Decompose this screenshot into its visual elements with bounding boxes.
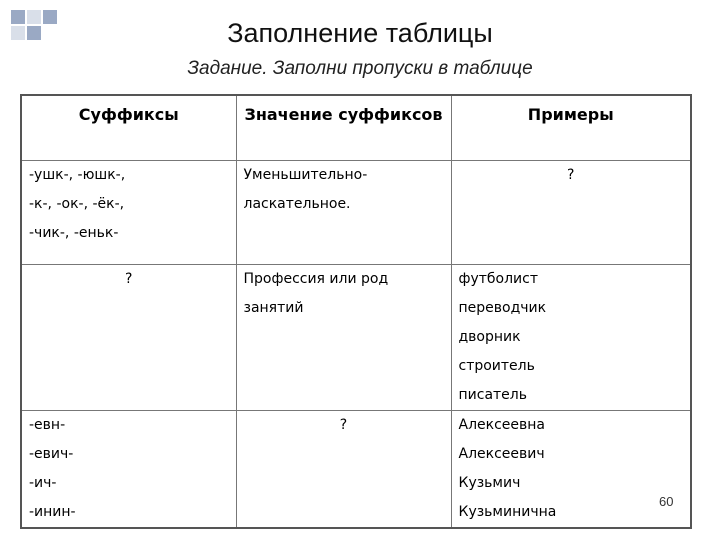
header-meaning-line: Значение xyxy=(244,105,333,124)
table-row xyxy=(21,161,691,265)
example-word: Алексеевич xyxy=(458,446,545,462)
meaning-line: занятий xyxy=(243,300,304,316)
header-examples-label: Примеры xyxy=(527,105,614,124)
meaning-line: ласкательное. xyxy=(243,196,351,212)
suffix-line: -ушк-, -юшк-, xyxy=(29,167,126,183)
meaning-line: Уменьшительно- xyxy=(243,167,368,183)
suffix-table xyxy=(20,94,692,529)
slide-title: Заполнение таблицы xyxy=(227,18,493,48)
example-word: футболист xyxy=(458,271,539,287)
example-word: строитель xyxy=(458,358,535,374)
page-number: 60 xyxy=(659,494,674,509)
suffix-line: -евн- xyxy=(29,417,66,433)
cell-meaning xyxy=(236,265,451,411)
example-word: писатель xyxy=(458,387,527,403)
cell-meaning-blank xyxy=(236,411,451,529)
cell-suffixes xyxy=(21,411,236,529)
suffix-line: -чик-, -еньк- xyxy=(29,225,119,241)
question-mark: ? xyxy=(125,271,133,287)
suffix-line: -инин- xyxy=(29,504,76,520)
header-suffixes xyxy=(21,95,236,161)
question-mark: ? xyxy=(339,417,348,433)
cell-meaning xyxy=(236,161,451,265)
example-word: Кузьмич xyxy=(458,475,521,491)
cell-examples-blank xyxy=(451,161,691,265)
cell-suffixes-blank xyxy=(21,265,236,411)
example-word: дворник xyxy=(458,329,521,345)
header-suffixes-label: Суффиксы xyxy=(78,105,179,124)
cell-examples xyxy=(451,411,691,529)
suffix-line: -к-, -ок-, -ёк-, xyxy=(29,196,125,212)
example-word: переводчик xyxy=(458,300,547,316)
cell-examples xyxy=(451,265,691,411)
header-meaning xyxy=(236,95,451,161)
suffix-line: -евич- xyxy=(29,446,74,462)
header-examples xyxy=(451,95,691,161)
example-word: Кузьминична xyxy=(458,504,557,520)
header-meaning-line: суффиксов xyxy=(338,105,443,124)
example-word: Алексеевна xyxy=(458,417,546,433)
table-header-row xyxy=(21,95,691,161)
table-row xyxy=(21,265,691,411)
question-mark: ? xyxy=(567,167,575,183)
suffix-line: -ич- xyxy=(29,475,57,491)
table-row xyxy=(21,411,691,529)
cell-suffixes xyxy=(21,161,236,265)
meaning-line: Профессия или род xyxy=(243,271,389,287)
task-subtitle: Задание. Заполни пропуски в таблице xyxy=(187,58,533,79)
